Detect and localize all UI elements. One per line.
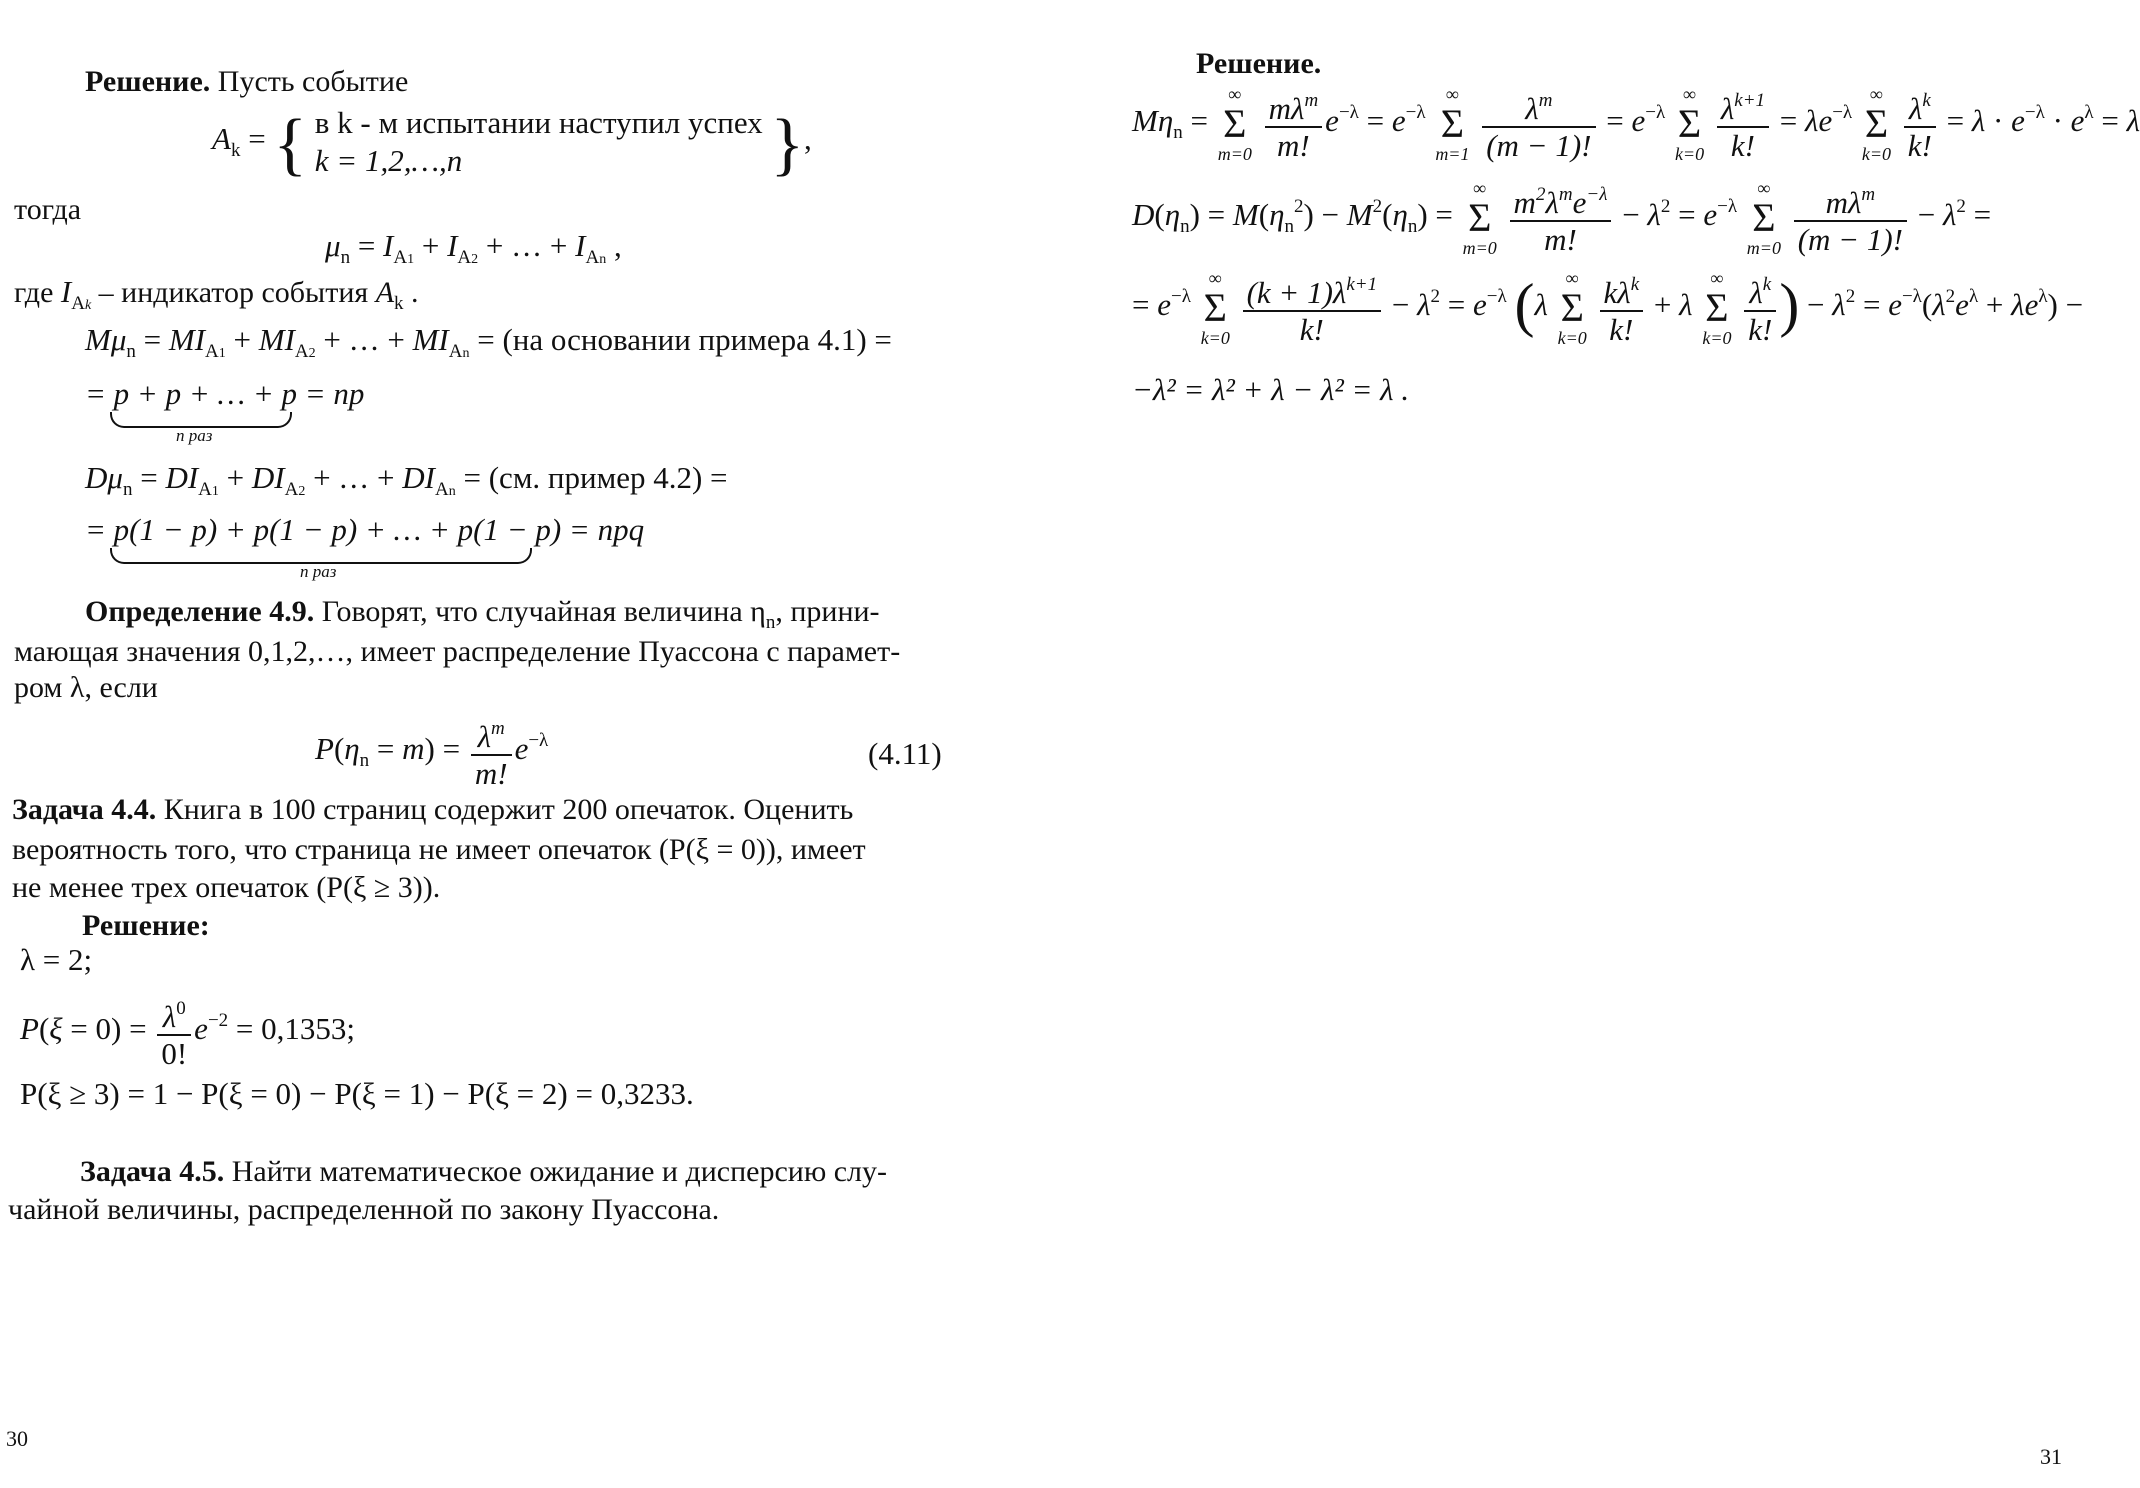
definition-line-1: Определение 4.9. Говорят, что случайная величина $\eta_n$, прини-	[85, 595, 880, 633]
right-page	[1048, 0, 2140, 1488]
p-zero-formula: P(ξ = 0) = $\frac{\lambda^0}{0!}$ $e^{-2} = 0,1353$;	[20, 992, 355, 1072]
definition-line-2: мающая значения 0,1,2,…, имеет распределение Пуассона с парамет-	[14, 635, 901, 668]
then-word: тогда	[14, 193, 82, 226]
task-4-5-line-2: чайной величины, распределенной по закону Пуассона.	[8, 1193, 720, 1226]
mean-derivation: $M\eta_n$ = ∞ Σ m=0 $\frac{m\lambda^m}{m!}$ $e^{-\lambda} = e^{-\lambda}$ ∞ Σ m=1 $\frac{\lambda^m}{(m - 1)!}$ = $e^{-\lambda}$ ∞ Σ k=0 $\frac{\lambda^{k+1}}{k!}$ = $\lambda e^{-\lambda}$ ∞ Σ k=0 $\frac{\lambda^k}{k!}$ = $\lambda \cdot e^{-\lambda} \cdot e^\lambda = \lambda$	[1132, 84, 2140, 164]
event-definition: $A_k$ = { в k - м испытании наступил успех k = 1,2,…,n },	[212, 105, 812, 184]
mean-sum: = p + p + … + p = np	[85, 376, 365, 411]
event-line-1: в k - м испытании наступил успех	[314, 105, 763, 140]
task-4-5-line-1	[80, 1152, 887, 1192]
p-three-formula: P(ξ ≥ 3) = 1 − P(ξ = 0) − P(ξ = 1) − P(ξ = 2) = 0,3233.	[20, 1076, 694, 1111]
task-4-5-text-1: Найти математическое ожидание и дисперсию слу-	[231, 1155, 888, 1188]
where-word: где	[14, 276, 54, 309]
variance-sum: = p(1 − p) + p(1 − p) + … + p(1 − p) = npq	[85, 512, 645, 547]
page-number-right: 31	[2040, 1444, 2062, 1469]
variance-formula: $D\mu_n = DI_{A1} + DI_{A2}$ + … + $DI_{An} = (см$. пример 4.2) =	[85, 460, 728, 500]
task-4-4-line-1	[12, 790, 853, 830]
mean-note: = (на основании примера 4.1) =	[477, 322, 892, 357]
equation-number: (4.11)	[868, 736, 942, 771]
poisson-formula: $P(\eta_n = m)$ = $\frac{\lambda^m}{m!}$ $e^{-\lambda}$	[315, 712, 548, 792]
page-number-left: 30	[6, 1426, 28, 1451]
n-times-label-1: n раз	[176, 426, 213, 445]
solution-2-heading: Решение:	[82, 909, 210, 942]
definition-heading: Определение 4.9.	[85, 595, 315, 628]
definition-line-3: ром λ, если	[14, 671, 158, 704]
variance-derivation-1: $D(\eta_n) = M(\eta_n^2) - M^2(\eta_n)$ = ∞ Σ m=0 $\frac{m^2\lambda^me^{-\lambda}}{m!}$ − $\lambda^2 = e^{-\lambda}$ ∞ Σ m=0 $\frac{m\lambda^m}{(m - 1)!}$ − $\lambda^2$ =	[1132, 178, 1992, 258]
mu-sum-formula: $\mu_n = I_{A1} + I_{A2}$ + … + $I_{An}$ ,	[325, 228, 622, 268]
task-4-4-heading: Задача 4.4.	[12, 793, 157, 826]
solution-heading: Решение.	[85, 65, 211, 98]
indicator-line: где $I_{Ak}$ – индикатор события $A_k$ .	[14, 274, 419, 314]
variance-note: = (см. пример 4.2) =	[463, 460, 728, 495]
left-page	[0, 0, 1048, 1488]
variance-derivation-2: = $e^{-\lambda}$ ∞ Σ k=0 $\frac{(k + 1)\lambda^{k+1}}{k!}$ − $\lambda^2 = e^{-\lambda}$ (λ ∞ Σ k=0 $\frac{k\lambda^k}{k!}$ + λ ∞ Σ k=0 $\frac{\lambda^k}{k!}$ ) − $\lambda^2 = e^{-\lambda}(\lambda^2e^\lambda + \lambda e^\lambda)$ −	[1132, 268, 2084, 348]
mean-formula: $M\mu_n = MI_{A1} + MI_{A2}$ + … + $MI_{An} = (на$ основании примера 4.1) =	[85, 322, 892, 362]
task-4-4-line-3: не менее трех опечаток (P(ξ ≥ 3)).	[12, 871, 441, 904]
event-line-2: k = 1,2,…,n	[314, 143, 463, 178]
lambda-value: λ = 2;	[20, 942, 93, 977]
task-4-4-text-1: Книга в 100 страниц содержит 200 опечаток. Оценить	[163, 793, 854, 826]
task-4-4-line-2: вероятность того, что страница не имеет опечаток (P(ξ = 0)), имеет	[12, 833, 866, 866]
n-times-label-2: n раз	[300, 562, 337, 581]
p-zero-result: = 0,1353;	[235, 1011, 356, 1047]
definition-text-1-end: , прини-	[775, 595, 880, 628]
solution-1-line	[85, 62, 408, 102]
definition-text-1: Говорят, что случайная величина η	[321, 595, 766, 628]
right-solution-heading: Решение.	[1196, 47, 1322, 80]
variance-final: −λ² = λ² + λ − λ² = λ .	[1132, 372, 1410, 407]
solution-text: Пусть событие	[217, 65, 409, 98]
indicator-text: – индикатор события	[98, 276, 369, 309]
task-4-5-heading: Задача 4.5.	[80, 1155, 225, 1188]
